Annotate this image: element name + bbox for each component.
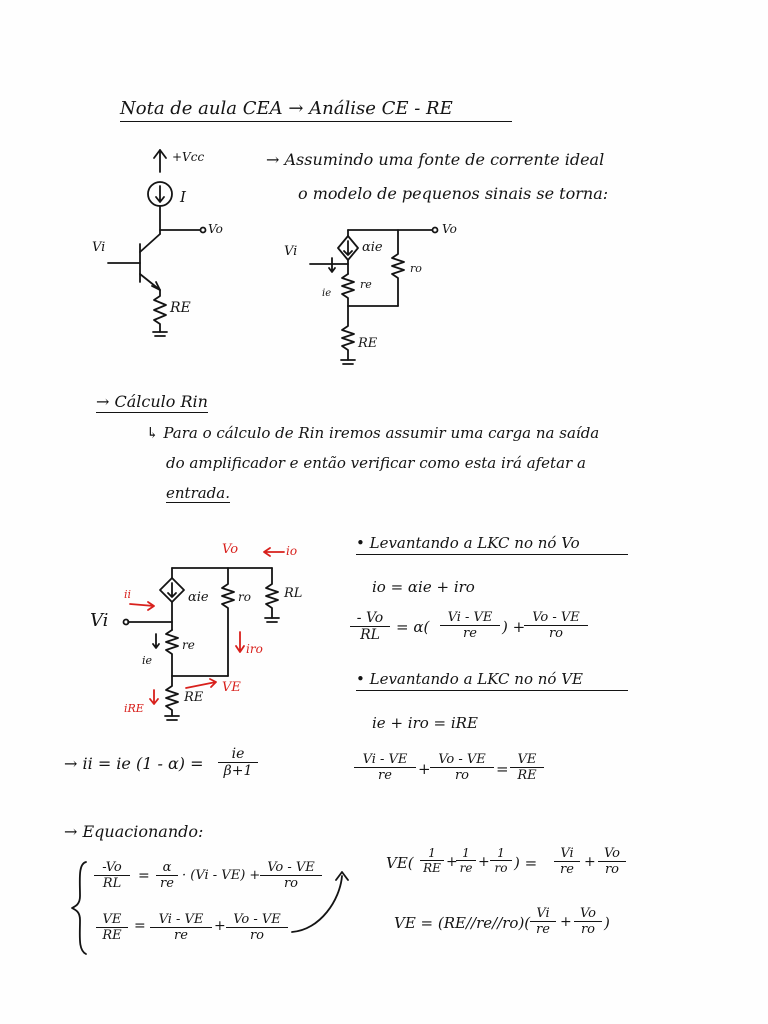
lkc-ve-eq1: ie + iro = iRE bbox=[372, 714, 478, 732]
ground-RL bbox=[265, 618, 279, 622]
vo-label-2: Vo bbox=[442, 222, 457, 236]
alpha-ie-label-2: αie bbox=[362, 240, 383, 255]
lkc-ve-frac-3: $\frac{VE}{RE}$ bbox=[510, 752, 544, 783]
lkc-ve-plus: + bbox=[418, 760, 431, 778]
ii-label: ii bbox=[124, 588, 132, 601]
res2-plus: + bbox=[560, 914, 572, 930]
vo-label-3: Vo bbox=[222, 542, 239, 557]
sys2-a-frac: $\frac{Vi - VE}{re}$ bbox=[150, 912, 212, 943]
RE-label-3: RE bbox=[184, 690, 204, 705]
RL-resistor bbox=[266, 568, 278, 618]
iro-label: iro bbox=[246, 642, 263, 656]
vi-label-3: Vi bbox=[90, 610, 109, 631]
vcc-label: +Vcc bbox=[172, 150, 205, 164]
lkc-ve-frac-2: $\frac{Vo - VE}{ro}$ bbox=[430, 752, 494, 783]
dep-source-arrow-3 bbox=[168, 583, 176, 597]
lkc-vo-eq2-mid: = α( bbox=[396, 618, 430, 636]
vi-node-3 bbox=[124, 620, 129, 625]
res1-close: ) = bbox=[514, 854, 538, 872]
ve-label: VE bbox=[222, 680, 241, 695]
RE-resistor-2 bbox=[342, 306, 354, 360]
ii-arrow bbox=[130, 602, 154, 610]
re-label-1: RE bbox=[170, 300, 191, 316]
vi-label-1: Vi bbox=[92, 240, 106, 255]
lkc-vo-eq1: io = αie + iro bbox=[372, 578, 475, 596]
ground-3 bbox=[165, 716, 179, 720]
ii-frac: $\frac{ie}{\beta+1}$ bbox=[218, 746, 258, 779]
ve-arrow bbox=[186, 679, 216, 688]
ii-equation: → ii = ie (1 - α) = bbox=[64, 754, 204, 773]
sys1-mid: · (Vi - VE) + bbox=[182, 868, 261, 883]
io-arrow bbox=[264, 548, 284, 556]
rin-heading: → Cálculo Rin bbox=[96, 392, 208, 411]
iro-arrow bbox=[236, 632, 244, 652]
collector-lead bbox=[140, 234, 160, 252]
res1-p3: + bbox=[584, 854, 596, 870]
res1-p2: + bbox=[478, 854, 490, 870]
re-small-resistor bbox=[342, 274, 354, 306]
current-source-arrow bbox=[156, 186, 164, 202]
RE-resistor-3 bbox=[166, 676, 178, 716]
res2-close: ) bbox=[604, 914, 610, 932]
lkc-vo-lhs-frac: $\frac{- Vo}{RL}$ bbox=[350, 610, 390, 643]
vo-label-1: Vo bbox=[208, 222, 223, 236]
ro-resistor bbox=[392, 230, 404, 306]
sys1-b-frac: $\frac{Vo - VE}{ro}$ bbox=[260, 860, 322, 891]
sys1-eq: = bbox=[138, 868, 150, 884]
ie-arrow bbox=[153, 634, 159, 648]
lkc-ve-eq: = bbox=[496, 760, 509, 778]
page-title: Nota de aula CEA → Análise CE - RE bbox=[120, 98, 512, 122]
res1-d-frac: $\frac{Vi}{re}$ bbox=[554, 846, 580, 877]
io-label: io bbox=[286, 544, 298, 558]
ie-label-2: ie bbox=[322, 288, 332, 299]
alpha-ie-label-3: αie bbox=[188, 590, 209, 605]
RL-label: RL bbox=[284, 586, 303, 601]
lkc-ve-heading: • Levantando a LKC no nó VE bbox=[356, 670, 628, 691]
ro-label-3: ro bbox=[238, 590, 251, 604]
res1-p1: + bbox=[446, 854, 458, 870]
sys1-alpha-frac: $\frac{\alpha}{re}$ bbox=[156, 860, 178, 891]
rin-line-1: ↳ Para o cálculo de Rin iremos assumir uma carga na saída bbox=[146, 424, 600, 442]
equacionando-heading: → Equacionando: bbox=[64, 822, 204, 841]
res1-c-frac: $\frac{1}{ro}$ bbox=[490, 846, 512, 875]
dep-source-arrow bbox=[344, 241, 352, 255]
system-brace bbox=[72, 862, 86, 954]
intro-line-2: o modelo de pequenos sinais se torna: bbox=[298, 184, 609, 203]
re-small-label-2: re bbox=[360, 278, 372, 291]
re-resistor-1 bbox=[154, 290, 166, 332]
ro-label-2: ro bbox=[410, 262, 422, 275]
lkc-vo-heading: • Levantando a LKC no nó Vo bbox=[356, 534, 628, 555]
lkc-vo-eq2-close: ) + bbox=[502, 618, 526, 636]
sys2-b-frac: $\frac{Vo - VE}{ro}$ bbox=[226, 912, 288, 943]
RE-label-2: RE bbox=[358, 336, 378, 351]
res2-b-frac: $\frac{Vo}{ro}$ bbox=[574, 906, 602, 937]
res2-pre: VE = (RE//re//ro)( bbox=[394, 914, 531, 932]
sys2-plus: + bbox=[214, 918, 226, 934]
res2-a-frac: $\frac{Vi}{re}$ bbox=[530, 906, 556, 937]
rin-line-2: do amplificador e então verificar como esta irá afetar a bbox=[166, 454, 586, 472]
re-small-3 bbox=[166, 630, 178, 676]
sys1-lhs-frac: $\frac{-Vo}{RL}$ bbox=[94, 860, 130, 891]
ire-label: iRE bbox=[124, 702, 144, 715]
lkc-vo-frac-1: $\frac{Vi - VE}{re}$ bbox=[440, 610, 500, 641]
intro-line-1: → Assumindo uma fonte de corrente ideal bbox=[266, 150, 605, 169]
ground-2 bbox=[341, 360, 355, 364]
sys2-lhs-frac: $\frac{VE}{RE}$ bbox=[96, 912, 128, 943]
rin-line-3: entrada. bbox=[166, 484, 230, 502]
res1-b-frac: $\frac{1}{re}$ bbox=[456, 846, 476, 875]
lkc-ve-frac-1: $\frac{Vi - VE}{re}$ bbox=[354, 752, 416, 783]
res1-pre: VE( bbox=[386, 854, 414, 872]
ie-arrow-2 bbox=[329, 258, 335, 272]
vo-node-2 bbox=[433, 228, 438, 233]
ground-1 bbox=[153, 332, 167, 336]
lkc-vo-frac-2: $\frac{Vo - VE}{ro}$ bbox=[524, 610, 588, 641]
ro-resistor-3 bbox=[222, 568, 234, 676]
current-label: I bbox=[180, 188, 186, 206]
vi-label-2: Vi bbox=[284, 244, 298, 259]
res1-a-frac: $\frac{1}{RE}$ bbox=[420, 846, 444, 875]
vo-node bbox=[201, 228, 206, 233]
ie-label-3: ie bbox=[142, 654, 153, 667]
sys2-eq: = bbox=[134, 918, 146, 934]
ire-arrow bbox=[150, 690, 158, 704]
re-small-label-3: re bbox=[182, 638, 195, 652]
res1-e-frac: $\frac{Vo}{ro}$ bbox=[598, 846, 626, 877]
